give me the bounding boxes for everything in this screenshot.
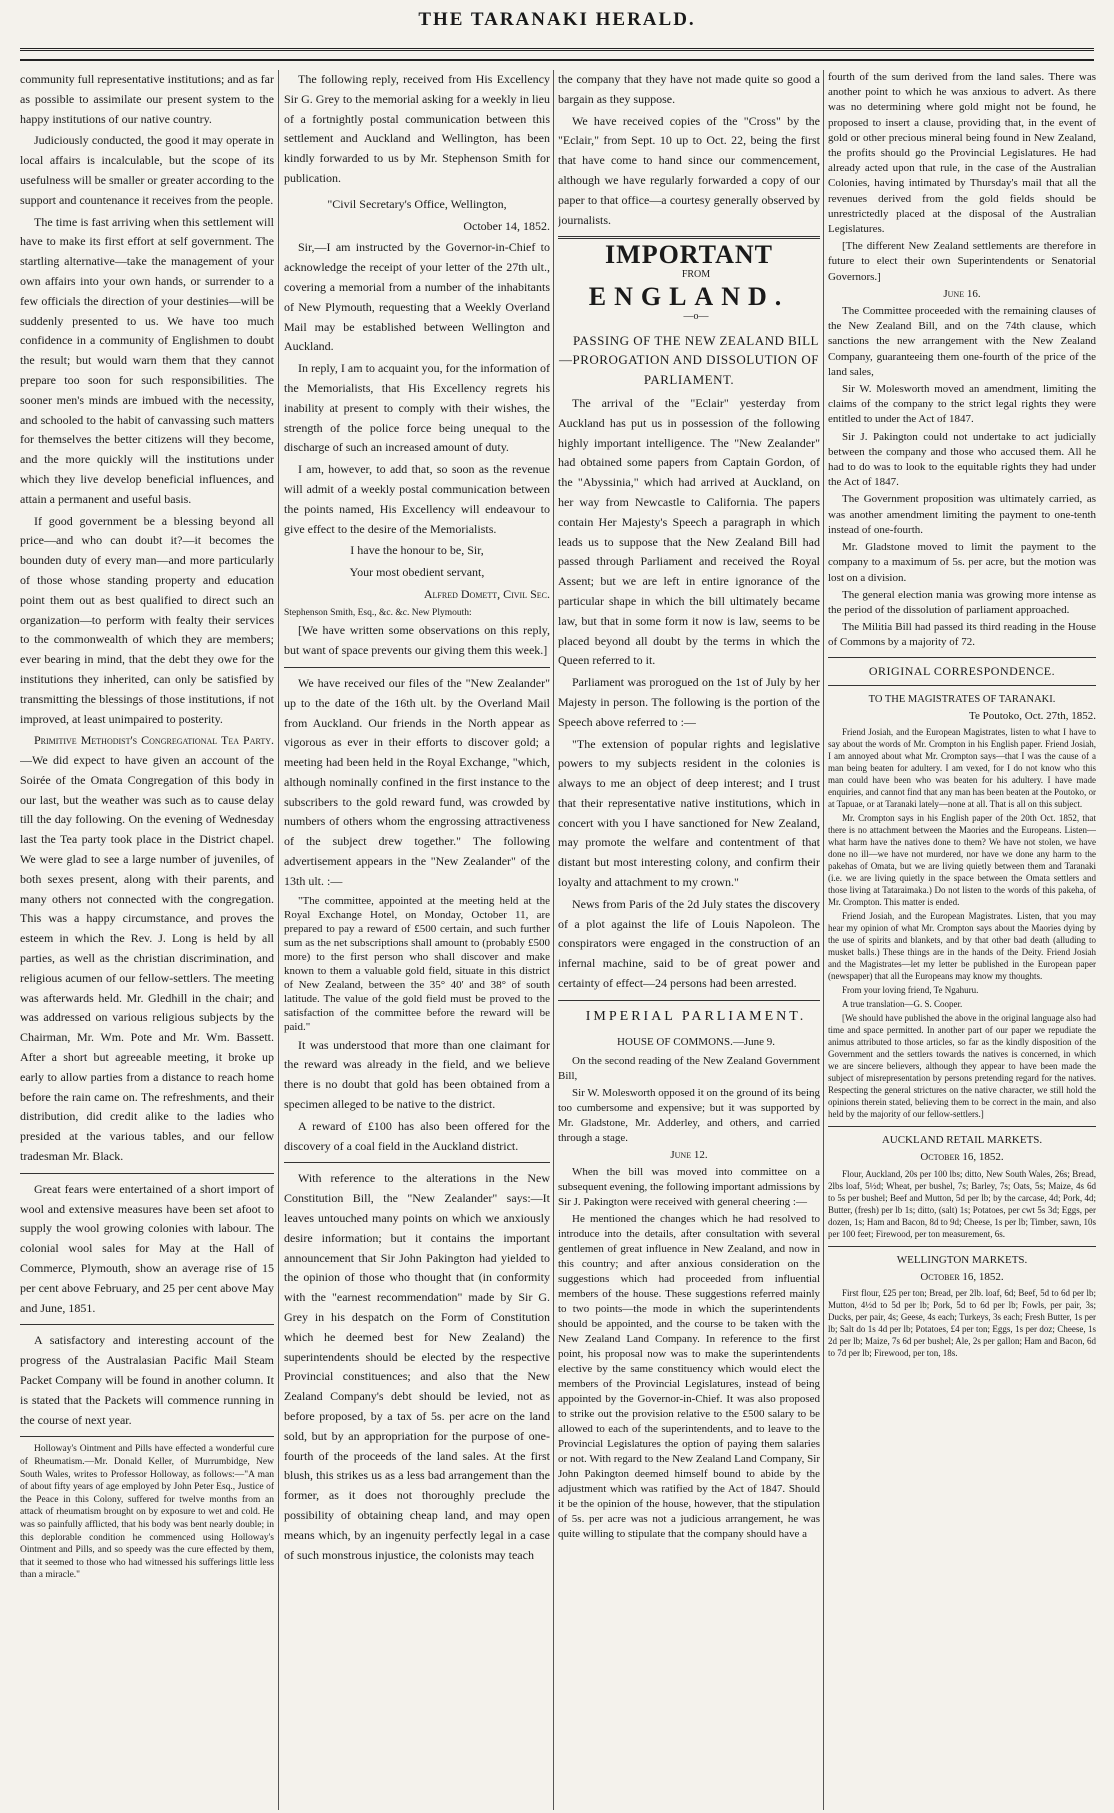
headline-connector: FROM	[681, 269, 711, 281]
editor-note: [We should have published the above in the original language also had time and space permitted. In another part of our paper we repudiate the animus attributed to those articles, so far as the kindly disposition of the Government and the settlers towards the natives is concerned, in which we are sincere believers, although they appear to have been made the subject of misrepresentation by persons pretending regard for the natives. Respecting the general strictures on the native character, we still hold the opinions therein stated, believing them to be correct in the main, and also held by the majority of our fellow-settlers.]	[828, 1013, 1096, 1120]
paragraph: A satisfactory and interesting account of the progress of the Australasian Pacific Mail Steam Packet Company will be found in another column. It is stated that the Packets will commence running in the course of next year.	[20, 1333, 274, 1427]
paragraph: fourth of the sum derived from the land sales. There was another point to which he was anxious to advert. As there was no determining where gold might not be found, he proposed to insert a clause, providing that, in the event of gold or other precious mineral being found in New Zealand, the profits should go the Provincial Legislatures. He had already acted upon that rule, in the case of the Australian Colonies, having intimated by Thursday's mail that all the revenues derived from the gold fields should be unrestrictedly placed at the disposal of the Australian Legislatures.	[828, 71, 1096, 236]
signoff: I have the honour to be, Sir,	[350, 543, 484, 558]
paragraph: With reference to the alterations in the New Constitution Bill, the "New Zealander" says:—It leaves untouched many points on which we anxiously desire information; but it contains the important announcement that Sir John Pakington had yielded to the opinion of those who thought that (in conformity with the "earnest recommendation" made by Sir G. Grey in his despatch on the Form of Constitution which he deemed best for New Zealand) the superintendents should be elected by the respective Provincial constituences; and also that the New Zealand Company's debt should be levied, not as before proposed, by a tax of 5s. per acre on the land sold, but by an appropriation for the purpose of one-fourth of the proceeds of the land sales. At the first blush, this strikes us as a less bad arrangement than the former, as it does not thoroughly preclude the possibility of obtaining cheap land, and may open means which, by an ingenuity perfectly legal in a case of such monstrous injustice, the colonists may teach	[284, 1171, 550, 1562]
masthead-rule	[20, 48, 1094, 61]
paragraph: Sir J. Pakington could not undertake to act judicially between the company and those who accused them. All he had to do was to look to the equitable rights they had under the Act of 1847.	[828, 430, 1096, 489]
paragraph: The following reply, received from His Excellency Sir G. Grey to the memorial asking for a weekly in lieu of a fortnightly postal communication between this settlement and Auckland and Wellington, has been kindly forwarded to us by Mr. Stephenson Smith for publication.	[284, 72, 550, 185]
addressee: Stephenson Smith, Esq., &c. &c. New Plymouth:	[284, 607, 472, 618]
paragraph	[20, 731, 274, 1167]
market-prices: First flour, £25 per ton; Bread, per 2lb. loaf, 6d; Beef, 5d to 6d per lb; Mutton, 4½d to 5d per lb; Pork, 5d to 6d per lb; Fowls, per pair, 3s; Ducks, per pair, 4s; Geese, 4s each; Turkeys, 3s each; Fresh Butter, 1s per lb; Salt do 1s 4d per lb; Potatoes, £4 per ton; Eggs, 1s per doz; Cheese, 1s 2d per lb; Maize, 7s 6d per bushel; Ale, 2s per gallon; Ham and Bacon, 6d to 7d per lb; Firewood, per ton, 18s.	[828, 1287, 1096, 1358]
divider	[20, 1324, 274, 1325]
paragraph: The Militia Bill had passed its third reading in the House of Commons by a majority of 72.	[828, 621, 1096, 649]
paragraph: We have received copies of the "Cross" by the "Eclair," from Sept. 10 up to Oct. 22, being the first that have come to hand since our commencement, although we have regularly forwarded a copy of our paper to that office—a courtesy generally observed by journalists.	[558, 113, 820, 227]
translation-credit: A true translation—G. S. Cooper.	[842, 999, 963, 1010]
paragraph: If good government be a blessing beyond all price—and who can doubt it?—it becomes the bounden duty of every man—and more particularly of those whose standing property and education point them out as best qualified to direct such an organization—to perform with fealty their services to the commonwealth of which they are members; ever bearing in mind, that the debt they owe for the institutions they inherited, can only be satisfied by transmitting the blessings of those institutions, if not improved, at least unimpaired to posterity.	[20, 513, 274, 726]
subheading: TO THE MAGISTRATES OF TARANAKI.	[868, 693, 1056, 705]
paragraph: I am, however, to add that, so soon as the revenue will admit of a weekly postal communication between the points named, His Excellency will endeavour to give effect to the desire of the Memorialists.	[284, 462, 550, 536]
signoff: Your most obedient servant,	[349, 565, 485, 580]
divider	[828, 657, 1096, 658]
paragraph: News from Paris of the 2d July states the discovery of a plot against the life of Louis Napoleon. The conspirators were engaged in the construction of an infernal machine, said to be of great power and certainty of effect—24 persons had been arrested.	[558, 896, 820, 991]
paragraph: A reward of £100 has also been offered for the discovery of a coal field in the Auckland district.	[284, 1118, 550, 1153]
section-heading: IMPERIAL PARLIAMENT.	[585, 1008, 807, 1024]
market-prices: Flour, Auckland, 20s per 100 lbs; ditto, New South Wales, 26s; Bread, 2lbs loaf, 5½d; Wheat, per bushel, 7s; Barley, 7s; Oats, 5s; Maize, 4s 6d to 5s per bushel; Beef and Mutton, 5d per lb; by the carcase, 4d; Pork, 4d; Butter, (fresh) per lb 1s; ditto, (salt) 1s; Potatoes, per cwt 5s 3d; Eggs, per dozen, 1s; Ham and Bacon, 8d to 9d; Cheese, 1s per lb; Timber, sawn, 10s per 100 feet; Firewood, per ton measurement, 6s.	[828, 1168, 1096, 1239]
letter-signature: From your loving friend, Te Ngahuru.	[842, 985, 979, 996]
column-2	[284, 70, 550, 1810]
ornament: —o—	[683, 310, 709, 322]
article-heading: Primitive Methodist's Congregational Tea Party.	[34, 733, 274, 748]
divider	[284, 1162, 550, 1163]
divider	[558, 236, 820, 239]
subheading: PASSING OF THE NEW ZEALAND BILL—PROROGATION AND DISSOLUTION OF PARLIAMENT.	[559, 332, 819, 388]
column-divider	[823, 70, 824, 1810]
advertisement: Holloway's Ointment and Pills have effected a wonderful cure of Rheumatism.—Mr. Donald Keller, of Murrumbidge, New South Wales, writes to Professor Holloway, as follows:—"A man of about fifty years of age employed by John Peter Esq., Justice of the Peace in this Colony, suffered for twelve months from an attack of rheumatism brought on by exposure to wet and cold. He was so painfully afflicted, that his body was bent nearly double; in this deplorable condition he commenced using Holloway's Ointment and Pills, and so speedy was the cure effected by them, that it seemed to those who had witnessed his sufferings little less than a miracle."	[20, 1444, 274, 1581]
section-heading: ORIGINAL CORRESPONDENCE.	[868, 663, 1056, 678]
paragraph: The arrival of the "Eclair" yesterday from Auckland has put us in possession of the following highly important intelligence. The "New Zealander" had obtained some papers from Captain Gordon, of the "Abyssinia," which had arrived at Auckland, on her way from Newcastle to California. The papers contain Her Majesty's Speech a paragraph in which leads us to suppose that the New Zealand Bill had passed through Parliament and received the Royal Assent; but we are left in entire ignorance of the particular shape in which the bill ultimately became law, but that in some form it now is law, seems to be placed beyond all doubt by the terms in which the Queen referred to it.	[558, 395, 820, 668]
section-heading: AUCKLAND RETAIL MARKETS.	[881, 1134, 1043, 1147]
letter-paragraph: Friend Josiah, and the European Magistrates. Listen, that you may hear my opinion of what Mr. Crompton says about the Maories dying by the use of spirits and blankets, and by that other bad death (alluding to musket balls.) These things are in the hands of the Deity. Friend Josiah and the Magistrates—let my letter be published in the European paper (newspaper) that all the Europeans may know my thoughts.	[828, 911, 1096, 982]
divider	[20, 1436, 274, 1437]
quote: "The extension of popular rights and legislative powers to my subjects resident in the colonies is always to me an object of deep interest; and I trust that their representative native institutions, which in concert with you I have sanctioned for New Zealand, may promote the welfare and contentment of that distant but most interesting colony, and confirm their loyalty and attachment to my crown."	[558, 736, 820, 890]
column-4	[828, 70, 1096, 1810]
paragraph: On the second reading of the New Zealand Government Bill,	[558, 1055, 820, 1083]
column-divider	[278, 70, 279, 1810]
paragraph: Sir,—I am instructed by the Governor-in-Chief to acknowledge the receipt of your letter of the 27th ult., covering a memorial from a number of the inhabitants of New Plymouth, requesting that a Weekly Overland Mail may be established between Wellington and Auckland.	[284, 240, 550, 354]
paragraph: community full representative institutions; and as far as possible to assimilate our present system to the happy institutions of our native country.	[20, 72, 274, 126]
date-line: June 12.	[670, 1149, 708, 1162]
article-text: —We did expect to have given an account of the Soirée of the Omata Congregation of this body in our last, but the weather was such as to cause delay till the day following. On the evening of Wednesday last the Tea party took place in the District chapel. We were glad to see a large number of juveniles, of both sexes present, along with their parents, and many others not connected with the congregation. This was a happy circumstance, and proves the esteem in which the Rev. J. Long is held by all parties, as well as the christian discrimination, and religious acumen of our fellow-settlers. The meeting was afterwards held. Mr. Gledhill in the chair; and was addressed on various religious subjects by the Chairman, Mr. Wm. Pote and Mr. Wm. Bassett. After a short but agreeable meeting, it broke up early to allow parties from a distance to reach home before the rain came on. The refreshments, and their distribution, did credit alike to the ladies who presided at the various tables, and our fellow tradesman Mr. Black.	[20, 753, 274, 1164]
divider	[828, 1126, 1096, 1127]
paragraph: In reply, I am to acquaint you, for the information of the Memorialists, that His Excellency regrets his inability at present to comply with their wishes, the strength of the police force being unequal to the discharge of such an increased amount of duty.	[284, 361, 550, 455]
letter-paragraph: Mr. Crompton says in his English paper of the 20th Oct. 1852, that there is no attachment between the Maories and the Europeans. Listen—what harm have the natives done to them? We have not stolen, we have done no ill—we have not murdered, nor have we done any harm to the pakehas of Omata, but we are living quietly between them and Taranaki (i.e. we are living quietly in the space between the Omata settlers and those living at Tataraimaka.) Do not listen to the words of this pakeha, of Mr. Crompton. This matter is ended.	[828, 813, 1096, 908]
column-3	[558, 70, 820, 1810]
subheading: HOUSE OF COMMONS.—June 9.	[617, 1035, 775, 1048]
paragraph: The general election mania was growing more intense as the period of the dissolution of parliament approached.	[828, 588, 1096, 616]
paragraph: [The different New Zealand settlements are therefore in future to elect their own Superintendents or Senatorial Governors.]	[828, 240, 1096, 283]
paragraph: He mentioned the changes which he had resolved to introduce into the details, after consultation with several gentlemen of great influence in New Zealand, and now in this country; and after anxious consideration on the suggestions which had proceeded from influential members of the house. These suggestions referred mainly to two points—the mode in which the superintendents should be appointed, and the course to be taken with the New Zealand Land Company. In reference to the first point, his proposal now was to make the superintendents elective by the same constituency which would elect the members of the Provincial Legislatures, instead of being appointed by the Governor-in-Chief. It was also proposed to strike out the provision relative to the £500 salary to be allowed to each of the superintendents, and to leave to the Provincial Legislatures the option of paying them salaries or not. With regard to the New Zealand Land Company, Sir John Pakington deemed himself bound to abide by the adjustment which was ratified by the Act of 1847. Should it be the opinion of the house, however, that the stipulation of 5s. per acre was not a judicious arrangement, he was quite willing to stipulate that the company should have a	[558, 1213, 820, 1541]
column-1	[20, 70, 274, 1810]
paragraph: Parliament was prorogued on the 1st of July by her Majesty in person. The following is the portion of the Speech above referred to :—	[558, 675, 820, 729]
paragraph: The Committee proceeded with the remaining clauses of the New Zealand Bill, and on the 74th clause, which sanctions the new arrangement with the New Zealand Company, guaranteeing them one-fourth of the price of the land sales,	[828, 305, 1096, 378]
paragraph: Mr. Gladstone moved to limit the payment to the company to a maximum of 5s. per acre, but the motion was lost on a division.	[828, 541, 1096, 584]
headline: ENGLAND.	[588, 281, 790, 311]
divider	[558, 1000, 820, 1001]
divider	[828, 1246, 1096, 1247]
paragraph: We have received our files of the "New Zealander" up to the date of the 16th ult. by the Overland Mail from Auckland. Our friends in the North appear as vigorous as ever in their efforts to discover gold; a meeting had been held in the Royal Exchange, "which, although nominally confined in the first instance to the subscribers to the gold reward fund, was crowded by numbers of others whom the engrossing attractiveness of the subject drew together." The following advertisement appears in the "New Zealander" of the 13th ult. :—	[284, 675, 550, 888]
advertisement-quote: "The committee, appointed at the meeting held at the Royal Exchange Hotel, on Monday, October 11, are prepared to pay a reward of £500 certain, and such further sum as the net subscriptions shall amount to (probably £500 more) to the first person who shall discover and make known to them a valuable gold field, situate in this district of New Zealand, between the 35° 40' and 38° of south latitude. The value of the gold field must be proved to the satisfaction of the committee before the reward will be paid."	[284, 894, 550, 1033]
letter-place: Te Poutoko, Oct. 27th, 1852.	[969, 709, 1096, 722]
letter-date: October 14, 1852.	[463, 218, 550, 233]
paragraph: Judiciously conducted, the good it may operate in local affairs is incalculable, but the scope of its usefulness will be smaller or greater according to the support and countenance it receives from the people.	[20, 133, 274, 207]
editor-note: [We have written some observations on this reply, but want of space prevents our giving them this week.]	[284, 623, 550, 658]
divider	[828, 685, 1096, 686]
signature: Alfred Domett, Civil Sec.	[423, 586, 550, 601]
section-heading: WELLINGTON MARKETS.	[896, 1253, 1028, 1266]
date-line: October 16, 1852.	[920, 1270, 1004, 1283]
divider	[284, 667, 550, 668]
masthead-title: THE TARANAKI HERALD.	[418, 9, 696, 30]
date-line: June 16.	[943, 287, 981, 300]
paragraph: It was understood that more than one claimant for the reward was already in the field, and we believe there is no doubt that gold has been obtained from a specimen alleged to be native to the district.	[284, 1037, 550, 1112]
paragraph: Sir W. Molesworth opposed it on the ground of its being too cumbersome and expensive; but it was supported by Mr. Gladstone, Mr. Adderley, and others, and carried through a stage.	[558, 1087, 820, 1145]
letter-origin: "Civil Secretary's Office, Wellington,	[327, 196, 507, 211]
paragraph: Great fears were entertained of a short import of wool and extensive measures have been set afoot to supply the wool growing colonies with labour. The colonial wool sales for May at the Hall of Commerce, Plymouth, show an average rise of 15 per cent above February, and 25 per cent above May and June, 1851.	[20, 1181, 274, 1315]
letter-paragraph: Friend Josiah, and the European Magistrates, listen to what I have to say about the words of Mr. Crompton in his English paper. Friend Josiah, I am annoyed about what Mr. Crompton says—that I was the cause of a man being beaten for adultery. I am vexed, for I do not know who this man could have been who was beaten for his adultery. I have made enquiries, and cannot find that any man has been beaten at the Poutoko, or at Tapuae, or at Taranaki lately—none at all. That is all on this subject.	[828, 727, 1096, 810]
column-divider	[553, 70, 554, 1810]
date-line: October 16, 1852.	[920, 1151, 1004, 1164]
paragraph: The time is fast arriving when this settlement will have to make its first effort at self government. The startling alternative—take the management of your own affairs into your own hands, or surrender to a few officials the direction of your destinies—will be suddenly presented to us. We have too much confidence in a community of Englishmen to doubt the result; but would warn them that they cannot prepare too soon for such responsibilities. The sooner men's minds are imbued with the necessity, and schooled to the habit of canvassing such matters for themselves the better citizens will they become, and the more quickly will the institutions under which they live develop beneficial influences, and attain a permanent and useful basis.	[20, 214, 274, 506]
divider	[20, 1173, 274, 1174]
paragraph: When the bill was moved into committee on a subsequent evening, the following important admissions by Sir J. Pakington were received with general cheering :—	[558, 1166, 820, 1209]
paragraph: the company that they have not made quite so good a bargain as they suppose.	[558, 72, 820, 106]
paragraph: The Government proposition was ultimately carried, as was another amendment limiting the payment to one-tenth instead of one-fourth.	[828, 493, 1096, 536]
headline: IMPORTANT	[605, 240, 773, 270]
paragraph: Sir W. Molesworth moved an amendment, limiting the claims of the company to the strict legal rights they were entitled to under the Act of 1847.	[828, 383, 1096, 426]
